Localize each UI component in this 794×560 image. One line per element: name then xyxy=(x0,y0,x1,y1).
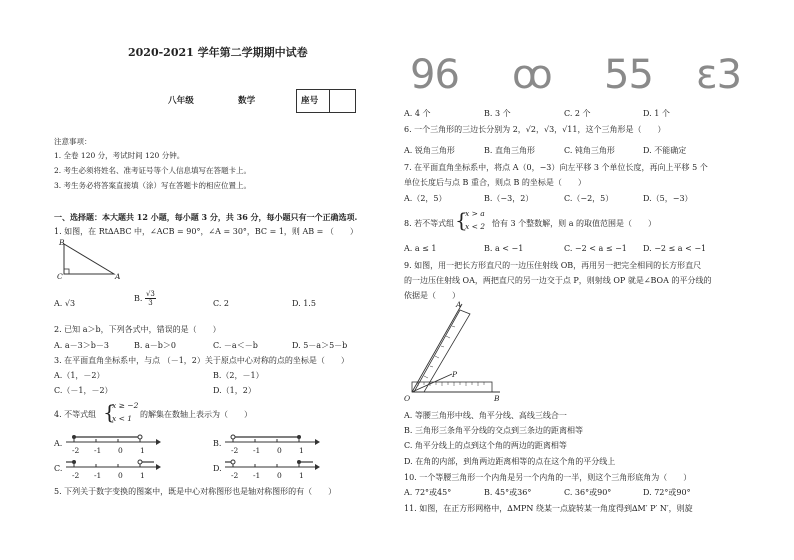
q6-option-c: C. 钝角三角形 xyxy=(564,146,615,155)
q4-option-c-label: C. xyxy=(54,464,63,473)
q10-option-d: D. 72°或90° xyxy=(643,488,691,497)
q5-option-a: A. 4 个 xyxy=(404,109,431,118)
notice-2: 2. 考生必须将姓名、准考证号等个人信息填写在答题卡上。 xyxy=(54,166,252,175)
subject-label: 数学 xyxy=(238,96,256,106)
q9-option-a: A. 等腰三角形中线、角平分线、高线三线合一 xyxy=(404,411,567,420)
q9-line-2: 的一边压住射线 OA，两把直尺的另一边交于点 P，则射线 OP 就是∠BOA 的平分线的 xyxy=(404,276,712,285)
q9-option-d: D. 在角的内部，到角两边距离相等的点在这个角的平分线上 xyxy=(404,457,616,466)
q1-option-a: A. √3 xyxy=(54,299,76,308)
ruler-tilted xyxy=(414,310,470,392)
tick-c-neg1: -1 xyxy=(94,471,102,480)
q10-option-b: B. 45°或36° xyxy=(484,488,532,497)
q4-numberline-b xyxy=(225,434,320,450)
q4-system-line-1: x ≥ −2 xyxy=(112,401,139,410)
q3-option-d: D.（1，2） xyxy=(213,386,256,395)
tick-b-1: 1 xyxy=(299,446,304,455)
q9-option-b: B. 三角形三条角平分线的交点到三条边的距离相等 xyxy=(404,426,583,435)
q1-fraction xyxy=(145,290,156,307)
tick-a-0: 0 xyxy=(118,446,123,455)
vertex-a: A xyxy=(115,272,121,281)
q1-option-b-label: B. xyxy=(134,294,143,303)
q7-line-2: 单位长度后与点 B 重合，则点 B 的坐标是（ ） xyxy=(404,178,586,187)
tick-c-0: 0 xyxy=(118,471,123,480)
q6-text: 6. 一个三角形的三边长分别为 2，√2，√3，√11，这个三角形是（ ） xyxy=(404,125,666,134)
q7-option-b: B.（−3，2） xyxy=(484,194,534,203)
q5-option-d: D. 1 个 xyxy=(643,109,670,118)
tick-c-1: 1 xyxy=(140,471,145,480)
q4-suffix: 的解集在数轴上表示为（ ） xyxy=(140,410,252,419)
digit-pattern-3: 55 xyxy=(604,52,653,98)
tick-d-0: 0 xyxy=(277,471,282,480)
q8-option-a: A. a ≤ 1 xyxy=(404,244,437,253)
triangle-abc xyxy=(64,244,114,274)
grade-label: 八年级 xyxy=(168,96,194,106)
notice-1: 1. 全卷 120 分，考试时间 120 分钟。 xyxy=(54,151,185,160)
digit-pattern-2: ꝏ xyxy=(512,52,552,98)
q4-numberline-c xyxy=(66,459,161,475)
q4-prefix: 4. 不等式组 xyxy=(54,410,97,419)
q6-option-b: B. 直角三角形 xyxy=(484,146,535,155)
q3-text: 3. 在平面直角坐标系中，与点 （－1，2）关于原点中心对称的点的坐标是（ ） xyxy=(54,356,349,365)
tick-d-neg2: -2 xyxy=(231,471,239,480)
tick-a-1: 1 xyxy=(140,446,145,455)
q4-system-line-2: x < 1 xyxy=(112,414,133,423)
notice-3: 3. 考生务必将答案直接填（涂）写在答题卡的相应位置上。 xyxy=(54,181,252,190)
q10-option-c: C. 36°或90° xyxy=(564,488,612,497)
vertex-c: C xyxy=(57,272,63,281)
q5-option-c: C. 2 个 xyxy=(564,109,591,118)
q1-text: 1. 如图，在 Rt∆ABC 中，∠ACB = 90°，∠A = 30°，BC = 1，则 AB = （ ） xyxy=(54,227,358,236)
point-o-label: O xyxy=(404,394,411,403)
q5-text: 5. 下列关于数字变换的图案中，既是中心对称图形也是轴对称图形的有（ ） xyxy=(54,487,337,496)
q7-line-1: 7. 在平面直角坐标系中，将点 A（0，−3）向左平移 3 个单位长度，再向上平移 5 个 xyxy=(404,163,708,172)
q4-numberline-d xyxy=(225,459,320,475)
q3-option-b: B.（2，－1） xyxy=(213,371,264,380)
q8-suffix: 恰有 3 个整数解，则 a 的取值范围是（ ） xyxy=(492,219,657,228)
digit-pattern-4: ɛ3 xyxy=(696,52,742,98)
q11-text: 11. 如图，在正方形网格中，∆MPN 绕某一点旋转某一角度得到∆M′ P′ N′，则旋 xyxy=(404,504,693,513)
vertex-b: B xyxy=(59,238,65,247)
q9-line-3: 依据是（ ） xyxy=(404,291,460,300)
q6-option-a: A. 锐角三角形 xyxy=(404,146,455,155)
q10-option-a: A. 72°或45° xyxy=(404,488,452,497)
q4-option-d-label: D. xyxy=(213,464,222,473)
notice-title: 注意事项： xyxy=(54,137,92,146)
q10-text: 10. 一个等腰三角形一个内角是另一个内角的一半，则这个三角形底角为（ ） xyxy=(404,473,692,482)
q2-text: 2. 已知 a＞b，下列各式中，错误的是（ ） xyxy=(54,325,221,334)
q2-option-b: B. a－b＞0 xyxy=(134,341,176,350)
seat-label: 座号 xyxy=(301,96,319,106)
q8-option-c: C. −2 < a ≤ −1 xyxy=(564,244,627,253)
digit-pattern-1: 96 xyxy=(410,52,459,98)
q4-numberline-a xyxy=(66,434,161,450)
point-p-label: P xyxy=(452,370,458,379)
tick-a-neg2: -2 xyxy=(72,446,80,455)
section-1-heading: 一、选择题：本大题共 12 小题，每小题 3 分，共 36 分，每小题只有一个正确选项. xyxy=(54,212,358,222)
q1-option-b xyxy=(134,290,156,307)
q1-fraction-den: 3 xyxy=(148,299,153,307)
q1-fraction-num: √3 xyxy=(145,290,155,298)
q7-option-a: A.（2，5） xyxy=(404,194,447,203)
q2-option-d: D. 5－a＞5－b xyxy=(292,341,348,350)
right-angle-mark xyxy=(64,269,69,274)
point-b-label: B xyxy=(494,394,500,403)
tick-d-neg1: -1 xyxy=(253,471,261,480)
q8-brace: { xyxy=(455,208,468,232)
q8-option-b: B. a < −1 xyxy=(484,244,524,253)
q9-ruler-figure xyxy=(404,300,504,402)
tick-b-neg2: -2 xyxy=(231,446,239,455)
q3-option-c: C.（－1，－2） xyxy=(54,386,113,395)
q8-system-line-1: x > a xyxy=(465,209,485,218)
tick-c-neg2: -2 xyxy=(72,471,80,480)
q1-option-d: D. 1.5 xyxy=(292,299,316,308)
q2-option-a: A. a－3＞b－3 xyxy=(54,341,109,350)
q7-option-d: D.（5，−3） xyxy=(643,194,693,203)
seat-divider xyxy=(329,90,330,112)
q5-option-b: B. 3 个 xyxy=(484,109,511,118)
tick-d-1: 1 xyxy=(299,471,304,480)
q8-prefix: 8. 若不等式组 xyxy=(404,219,455,228)
point-a-label: A xyxy=(456,300,462,309)
exam-title: 2020-2021 学年第二学期期中试卷 xyxy=(128,46,308,59)
seat-box xyxy=(296,89,356,113)
q4-option-a-label: A. xyxy=(54,439,63,448)
q9-line-1: 9. 如图，用一把长方形直尺的一边压住射线 OB，再用另一把完全相同的长方形直尺 xyxy=(404,261,702,270)
tick-b-0: 0 xyxy=(277,446,282,455)
q1-option-c: C. 2 xyxy=(213,299,230,308)
q6-option-d: D. 不能确定 xyxy=(643,146,687,155)
q3-option-a: A.（1，－2） xyxy=(54,371,105,380)
q8-system-line-2: x < 2 xyxy=(465,222,486,231)
tick-b-neg1: -1 xyxy=(253,446,261,455)
q4-option-b-label: B. xyxy=(213,439,222,448)
q9-option-c: C. 角平分线上的点到这个角的两边的距离相等 xyxy=(404,441,567,450)
q7-option-c: C.（−2，5） xyxy=(564,194,614,203)
tick-a-neg1: -1 xyxy=(94,446,102,455)
q4-brace: { xyxy=(103,400,116,424)
q2-option-c: C. －a＜－b xyxy=(213,341,258,350)
q8-option-d: D. −2 ≤ a < −1 xyxy=(643,244,707,253)
